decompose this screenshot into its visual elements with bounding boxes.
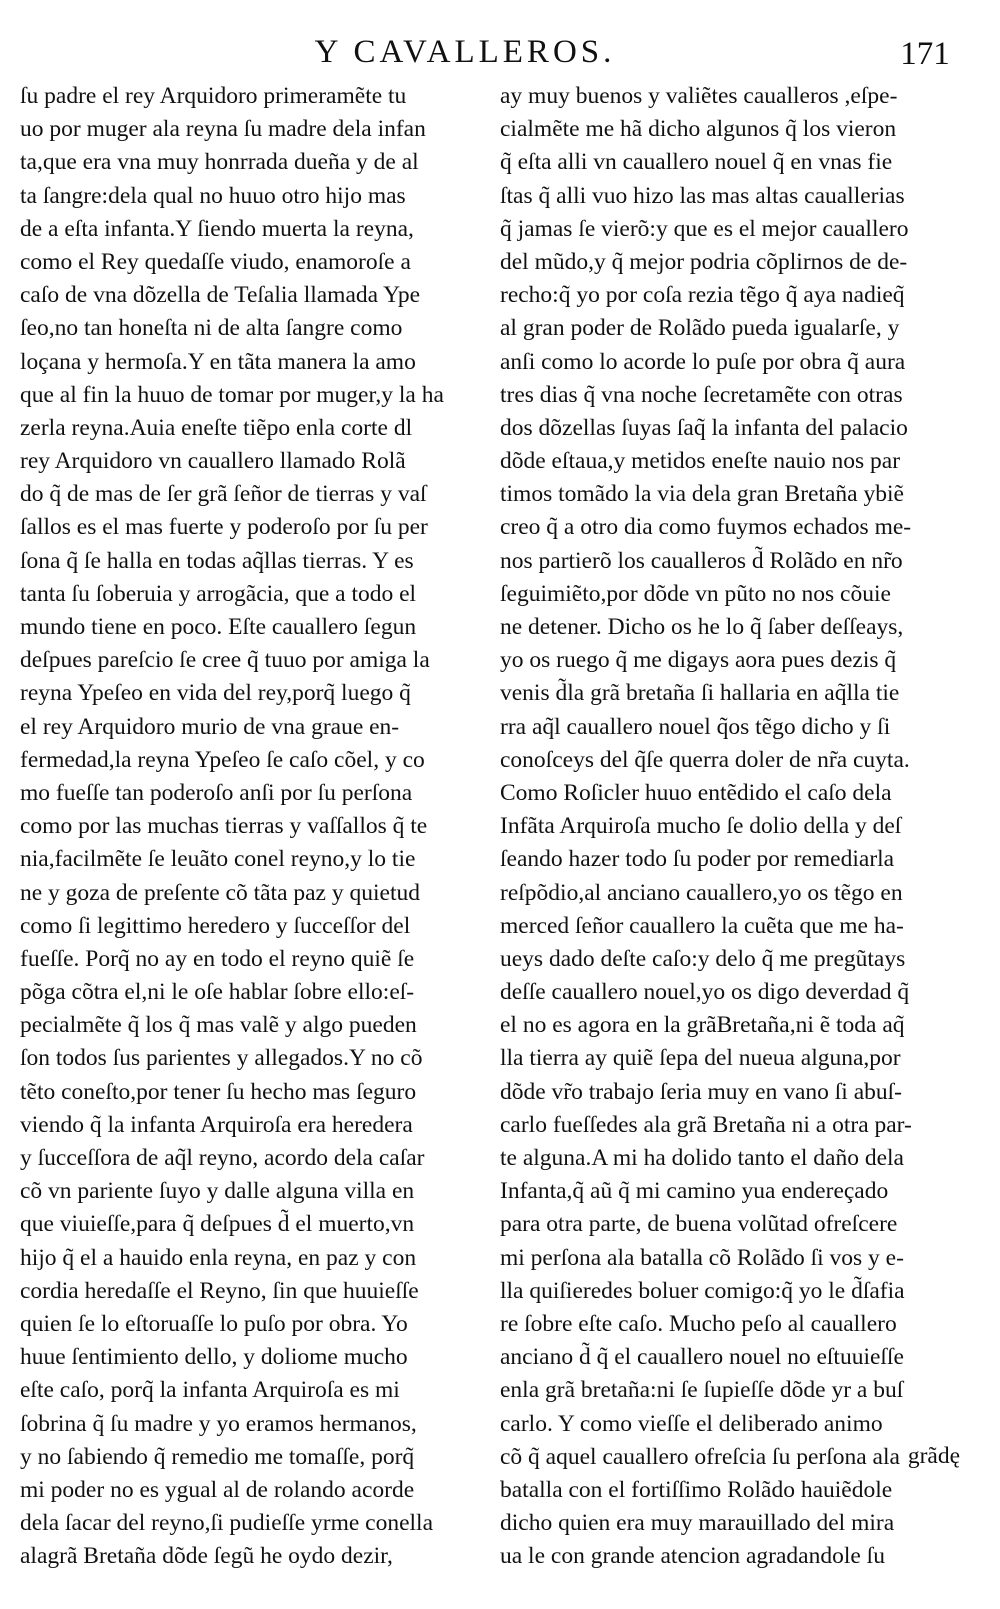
text-line: carlo fueſſedes ala grã Bretaña ni a otra par-	[500, 1111, 912, 1138]
text-line: venis d̃la grã bretaña ſi hallaria en aq̃lla tie	[500, 680, 900, 707]
text-line: tẽto coneſto,por tener ſu hecho mas ſeguro	[20, 1078, 417, 1105]
text-line: huue ſentimiento dello, y doliome mucho	[20, 1344, 408, 1371]
text-line: el rey Arquidoro murio de vna graue en-	[20, 713, 400, 740]
text-line: cõ q̃ aquel cauallero ofreſcia ſu perſona ala	[500, 1443, 900, 1470]
text-line: fueſſe. Porq̃ no ay en todo el reyno quiẽ ſe	[20, 945, 415, 972]
text-line: ta,que era vna muy honrrada dueña y de al	[20, 149, 419, 176]
text-line: dos dõzellas ſuyas ſaq̃ la infanta del palacio	[500, 414, 908, 441]
text-line: que al fin la huuo de tomar por muger,y la ha	[20, 381, 444, 408]
text-line: batalla con el fortiſſimo Rolãdo hauiẽdole	[500, 1476, 893, 1503]
text-line: alagrã Bretaña dõde ſegũ he oydo dezir,	[20, 1543, 393, 1570]
text-line: como el Rey quedaſſe viudo, enamoroſe a	[20, 248, 411, 275]
text-line: como por las muchas tierras y vaſſallos q̃ te	[20, 813, 428, 840]
text-line: fermedad,la reyna Ypeſeo ſe caſo cõel, y co	[20, 746, 425, 773]
text-line: tres dias q̃ vna noche ſecretamẽte con otras	[500, 381, 903, 408]
running-title: Y CAVALLEROS.	[314, 34, 616, 70]
text-line: nia,facilmẽte ſe leuãto conel reyno,y lo tie	[20, 846, 416, 873]
text-line: ſeo,no tan honeſta ni de alta ſangre como	[20, 315, 403, 342]
text-line: dela ſacar del reyno,ſi pudieſſe yrme conella	[20, 1510, 434, 1537]
text-line: mundo tiene en poco. Eſte cauallero ſegun	[20, 614, 417, 640]
text-line: como ſi legittimo heredero y ſucceſſor del	[20, 912, 411, 939]
text-line: cordia heredaſſe el Reyno, ſin que huuieſſe	[20, 1277, 419, 1304]
text-line: y ſucceſſora de aq̃l reyno, acordo dela caſar	[20, 1145, 425, 1171]
text-line: anſi como lo acorde lo puſe por obra q̃ aura	[500, 348, 906, 375]
right-text-column	[500, 80, 955, 1573]
text-line: y no ſabiendo q̃ remedio me tomaſſe, porq̃	[20, 1443, 415, 1470]
text-line: mi perſona ala batalla cõ Rolãdo ſi vos y e-	[500, 1244, 904, 1271]
text-line: nos partierõ los caualleros d̃ Rolãdo en nr̃o	[500, 547, 903, 574]
text-line: ueys dado deſte caſo:y delo q̃ me pregũtays	[500, 945, 906, 972]
text-line: del mũdo,y q̃ mejor podria cõplirnos de de-	[500, 248, 908, 275]
text-line: quien ſe lo eſtoruaſſe lo puſo por obra. Yo	[20, 1310, 408, 1337]
text-line: põga cõtra el,ni le oſe hablar ſobre ello:eſ-	[20, 979, 415, 1006]
text-line: recho:q̃ yo por coſa rezia tẽgo q̃ aya nadieq̃	[500, 282, 905, 309]
text-line: ſobrina q̃ ſu madre y yo eramos hermanos,	[20, 1410, 417, 1437]
catchword: grãdę	[907, 1443, 960, 1469]
text-line: ne detener. Dicho os he lo q̃ ſaber deſſeays,	[500, 614, 904, 640]
text-line: que viuieſſe,para q̃ deſpues d̃ el muerto,vn	[20, 1211, 415, 1238]
text-line: ſallos es el mas fuerte y poderoſo por ſu per	[20, 514, 428, 541]
text-line: mi poder no es ygual al de rolando acorde	[20, 1476, 415, 1503]
text-line: lla tierra ay quiẽ ſepa del nueua alguna,por	[500, 1045, 901, 1072]
text-line: rra aq̃l cauallero nouel q̃os tẽgo dicho y ſi	[500, 713, 891, 740]
text-line: uo por muger ala reyna ſu madre dela infan	[20, 116, 426, 143]
text-line: de a eſta infanta.Y ſiendo muerta la reyna,	[20, 215, 414, 242]
text-line: rey Arquidoro vn cauallero llamado Rolã	[20, 448, 406, 475]
text-line: ſeando hazer todo ſu poder por remediarla	[500, 846, 895, 873]
text-line: ſeguimiẽto,por dõde vn pũto no nos cõuie	[500, 580, 891, 607]
text-line: q̃ eſta alli vn cauallero nouel q̃ en vnas fie	[500, 149, 893, 176]
text-line: te alguna.A mi ha dolido tanto el daño dela	[500, 1145, 904, 1171]
text-line: eſte caſo, porq̃ la infanta Arquiroſa es mi	[20, 1377, 400, 1404]
text-line: loçana y hermoſa.Y en tãta manera la amo	[20, 348, 416, 375]
text-line: deſſe cauallero nouel,yo os digo deverdad q̃	[500, 979, 910, 1006]
text-line: viendo q̃ la infanta Arquiroſa era heredera	[20, 1111, 413, 1138]
text-line: q̃ jamas ſe vierõ:y que es el mejor cauallero	[500, 215, 909, 242]
text-line: carlo. Y como vieſſe el deliberado animo	[500, 1410, 883, 1437]
text-line: anciano d̃ q̃ el cauallero nouel no eſtuuieſſe	[500, 1344, 904, 1371]
text-line: lla quiſieredes boluer comigo:q̃ yo le d̃ſafia	[500, 1277, 905, 1304]
text-line: ſtas q̃ alli vuo hizo las mas altas cauallerias	[500, 182, 905, 209]
text-line: ſon todos ſus parientes y allegados.Y no cõ	[20, 1045, 423, 1072]
text-line: al gran poder de Rolãdo pueda igualarſe, y	[500, 315, 900, 342]
text-line: timos tomãdo la via dela gran Bretaña ybiẽ	[500, 481, 904, 508]
text-line: yo os ruego q̃ me digays aora pues dezis q̃	[500, 647, 897, 674]
left-text-column	[20, 80, 475, 1573]
text-line: re ſobre eſte caſo. Mucho peſo al cauallero	[500, 1310, 897, 1337]
text-line: ua le con grande atencion agradandole ſu	[500, 1543, 885, 1570]
text-line: reyna Ypeſeo en vida del rey,porq̃ luego q̃	[20, 680, 411, 707]
text-line: conoſceys del q̃ſe querra doler de nr̃a cuyta.	[500, 746, 910, 773]
text-line: merced ſeñor cauallero la cuẽta que me ha-	[500, 912, 904, 939]
text-line: dicho quien era muy marauillado del mira	[500, 1510, 895, 1537]
page-number: 171	[900, 36, 950, 72]
text-line: ay muy buenos y valiẽtes caualleros ,eſpe-	[500, 83, 898, 109]
text-line: para otra parte, de buena volũtad ofreſcere	[500, 1211, 898, 1238]
text-line: tanta ſu ſoberuia y arrogãcia, que a todo el	[20, 580, 417, 607]
text-line: deſpues pareſcio ſe cree q̃ tuuo por amiga la	[20, 647, 430, 674]
text-line: do q̃ de mas de ſer grã ſeñor de tierras y vaſ	[20, 481, 427, 508]
text-line: cõ vn pariente ſuyo y dalle alguna villa en	[20, 1178, 415, 1205]
text-line: cialmẽte me hã dicho algunos q̃ los vieron	[500, 116, 897, 143]
text-line: ne y goza de preſente cõ tãta paz y quietud	[20, 879, 420, 906]
text-line: ſu padre el rey Arquidoro primeramẽte tu	[20, 83, 407, 109]
text-line: hijo q̃ el a hauido enla reyna, en paz y con	[20, 1244, 417, 1271]
text-line: Como Roſicler huuo entẽdido el caſo dela	[500, 779, 892, 806]
text-line: reſpõdio,al anciano cauallero,yo os tẽgo en	[500, 879, 903, 906]
text-line: creo q̃ a otro dia como fuymos echados me-	[500, 514, 912, 541]
text-line: el no es agora en la grãBretaña,ni ẽ toda aq̃	[500, 1012, 905, 1039]
text-line: ſona q̃ ſe halla en todas aq̃llas tierras. Y es	[20, 547, 414, 574]
text-line: zerla reyna.Auia eneſte tiẽpo enla corte dl	[20, 414, 413, 441]
text-line: dõde eſtaua,y metidos eneſte nauio nos par	[500, 448, 901, 475]
text-line: caſo de vna dõzella de Teſalia llamada Ype	[20, 282, 421, 309]
text-line: mo fueſſe tan poderoſo anſi por ſu perſona	[20, 779, 413, 806]
text-line: Infãta Arquiroſa mucho ſe dolio della y deſ	[500, 813, 902, 840]
text-line: pecialmẽte q̃ los q̃ mas valẽ y algo pueden	[20, 1012, 417, 1039]
text-line: Infanta,q̃ aũ q̃ mi camino yua endereçado	[500, 1178, 889, 1205]
text-line: ta ſangre:dela qual no huuo otro hijo mas	[20, 182, 406, 209]
text-line: enla grã bretaña:ni ſe ſupieſſe dõde yr a buſ	[500, 1377, 904, 1404]
text-line: dõde vr̃o trabajo ſeria muy en vano ſi abuſ-	[500, 1078, 902, 1105]
